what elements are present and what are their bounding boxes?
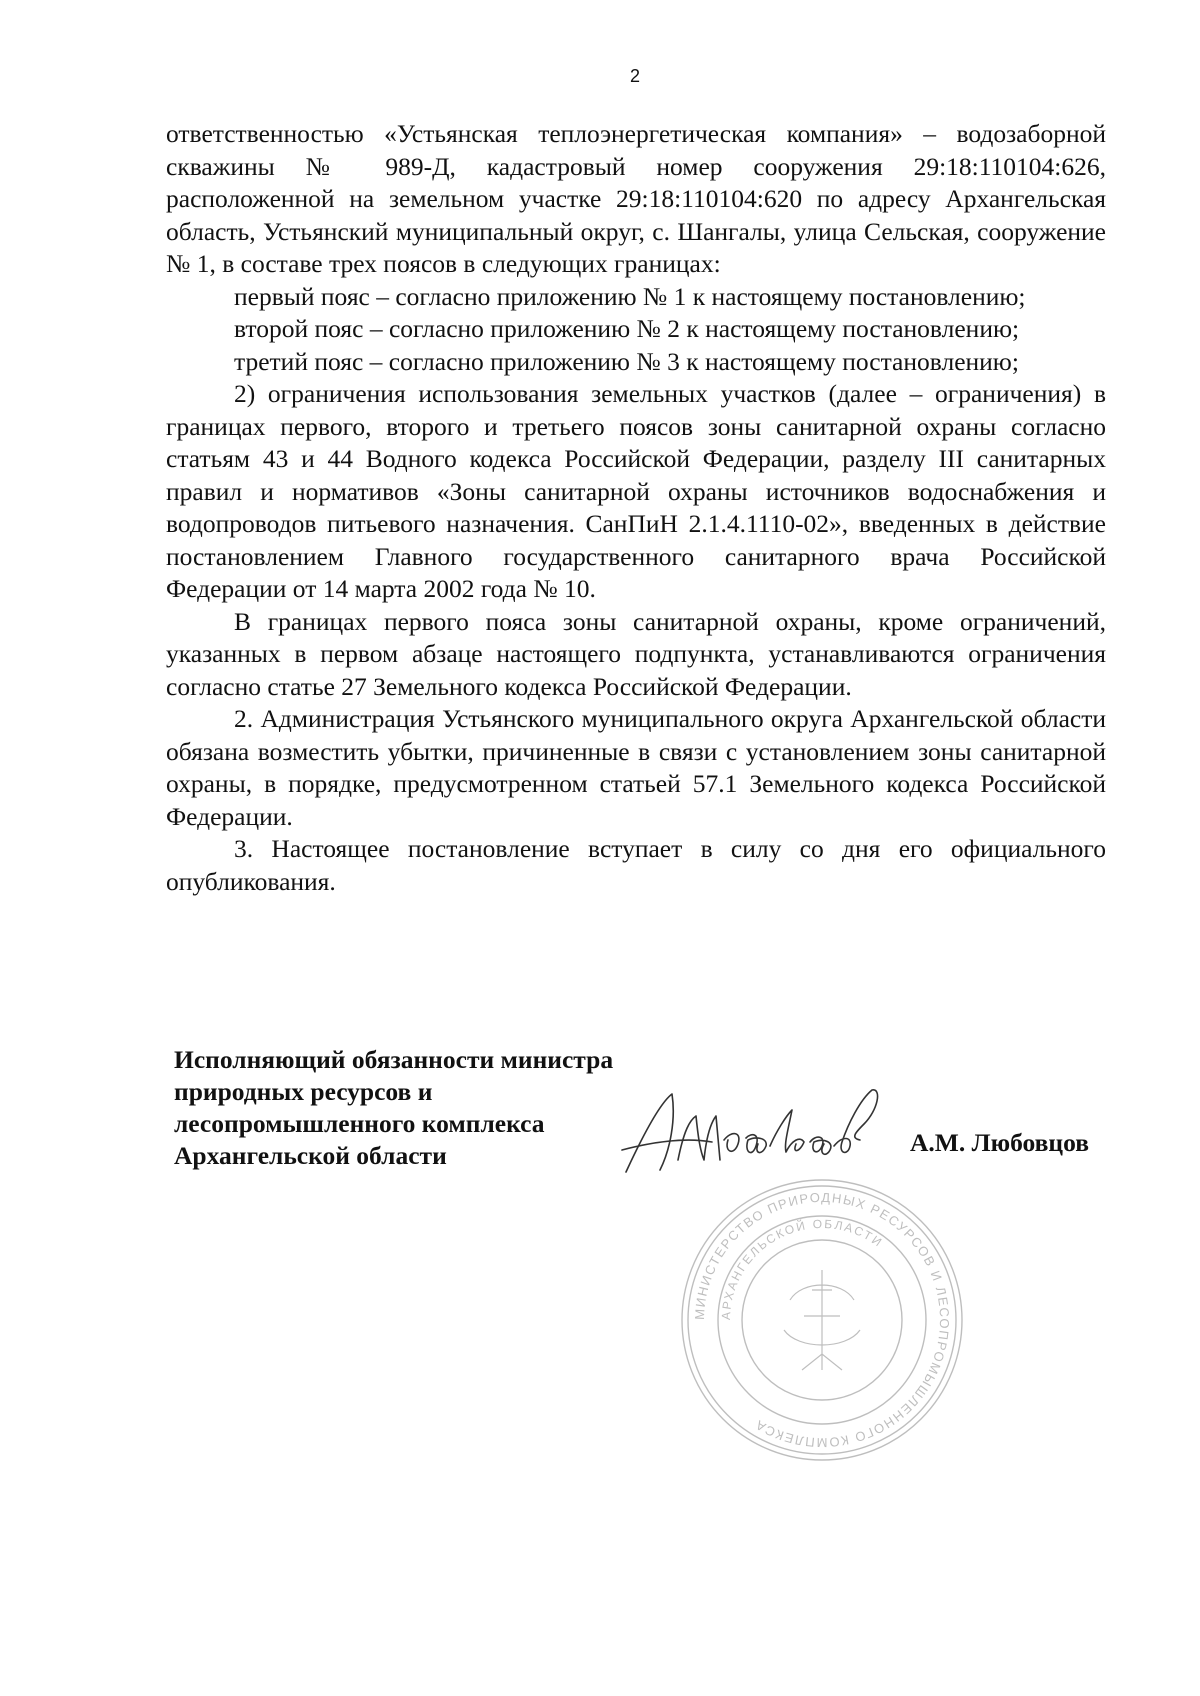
paragraph: 2) ограничения использования земельных участков (далее – ограничения) в границах первого, второго и третьего поясов зоны санитарной охраны согласно статьям 43 и 44 Водного кодекса Российской Федерации, разделу III санитарных правил и нормативов «Зоны санитарной охраны источников водоснабжения и водопроводов питьевого назначения. СанПиН 2.1.4.1110-02», введенных в действие постановлением Главного государственного санитарного врача Российской Федерации от 14 марта 2002 года № 10. [166,379,1106,603]
paragraph: первый пояс – согласно приложению № 1 к настоящему постановлению; [234,281,1026,311]
paragraph: 3. Настоящее постановление вступает в силу со дня его официального опубликования. [166,834,1106,896]
svg-text:МИНИСТЕРСТВО ПРИРОДНЫХ РЕСУРСО: МИНИСТЕРСТВО ПРИРОДНЫХ РЕСУРСОВ И ЛЕСОПРОМЫШЛЕННОГО КОМПЛЕКСА [691,1189,953,1451]
paragraph: второй пояс – согласно приложению № 2 к настоящему постановлению; [234,314,1020,343]
paragraph: В границах первого пояса зоны санитарной охраны, кроме ограничений, указанных в первом абзаце настоящего подпункта, устанавливаются ограничения согласно статье 27 Земельного кодекса Российской Федерации. [166,606,1106,701]
signer-name: А.М. Любовцов [910,1128,1089,1157]
official-seal [672,1170,972,1470]
handwritten-signature [620,1080,890,1180]
signatory-title-line: природных ресурсов и [174,1077,433,1106]
signatory-title [174,1044,613,1172]
paragraph: ответственностью «Устьянская теплоэнергетическая компания» – водозаборной скважины № 989-Д, кадастровый номер сооружения 29:18:110104:626, расположенной на земельном участке 29:18:110104:620 по адресу Архангельская область, Устьянский муниципальный округ, с. Шангалы, улица Сельская, сооружение № 1, в составе трех поясов в следующих границах: [166,119,1106,278]
page-number: 2 [629,66,640,86]
svg-text:АРХАНГЕЛЬСКОЙ ОБЛАСТИ: АРХАНГЕЛЬСКОЙ ОБЛАСТИ [718,1216,886,1321]
signatory-title-line: Архангельской области [174,1141,447,1170]
signatory-title-line: Исполняющий обязанности министра [174,1045,614,1074]
paragraph: третий пояс – согласно приложению № 3 к настоящему постановлению; [234,346,1019,376]
signatory-title-line: лесопромышленного комплекса [174,1109,545,1138]
paragraph: 2. Администрация Устьянского муниципального округа Архангельской области обязана возместить убытки, причиненные в связи с установлением зоны санитарной охраны, в порядке, предусмотренном статьей 57.1 Земельного кодекса Российской Федерации. [166,704,1106,831]
document-body [166,118,1106,898]
